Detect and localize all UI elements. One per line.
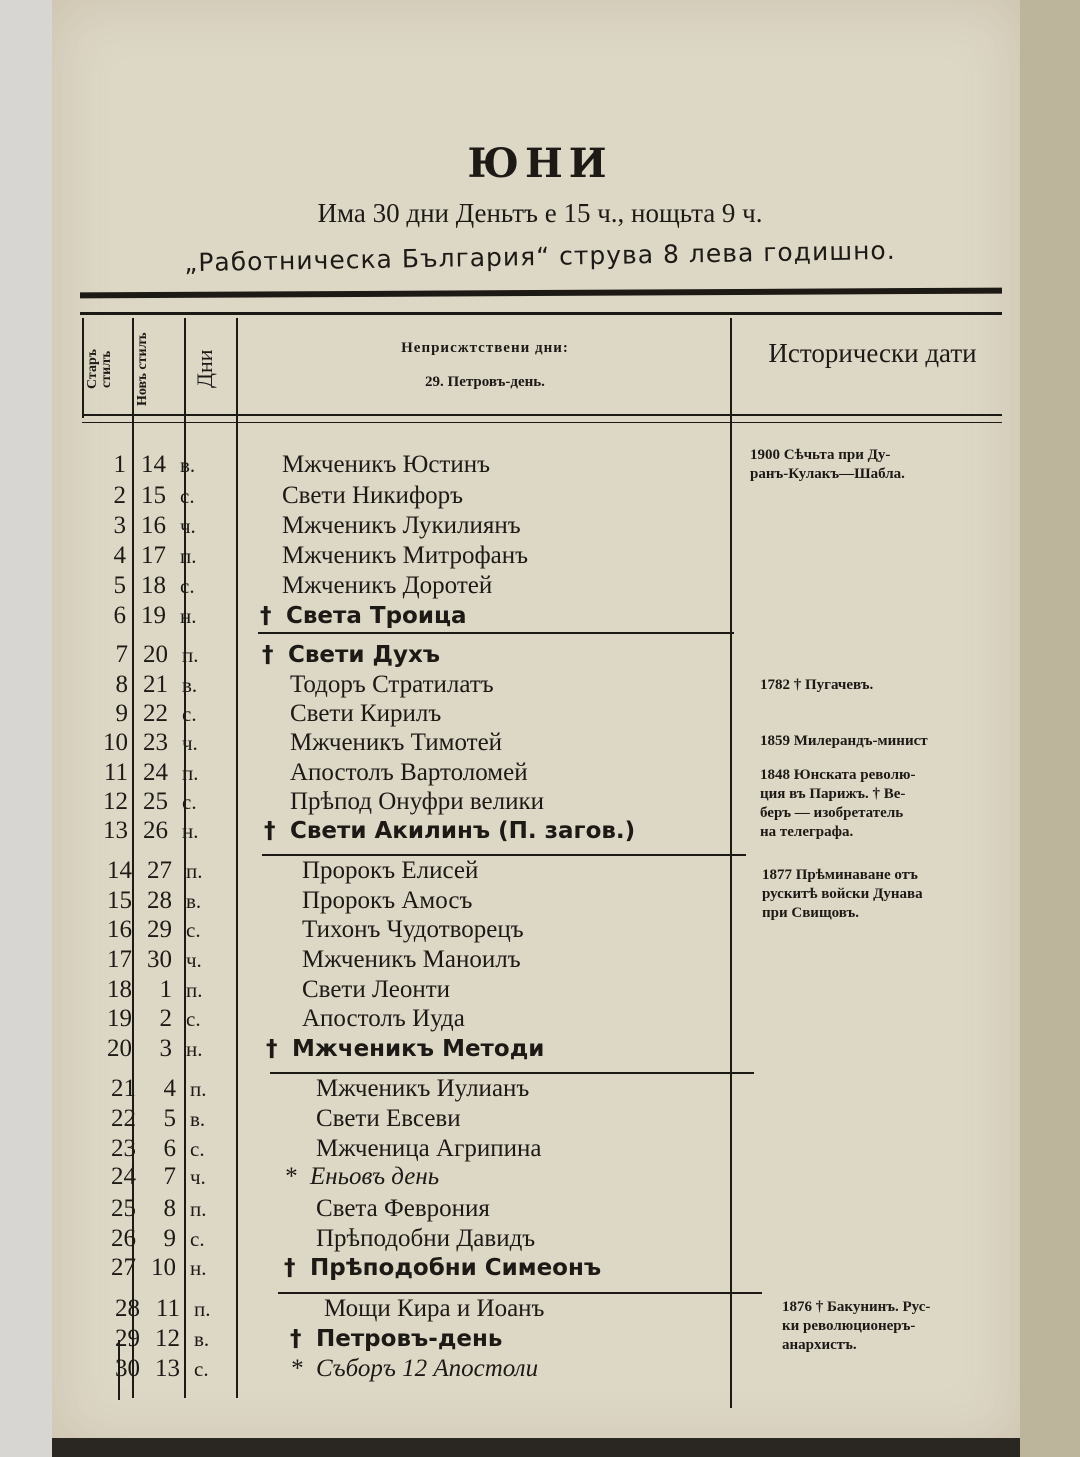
- new-style-date: 8: [163, 1195, 176, 1222]
- old-style-date: 7: [115, 641, 128, 668]
- new-style-date: 9: [163, 1225, 176, 1252]
- old-style-date: 17: [107, 946, 132, 973]
- col-old-style: Старъ стилъ: [85, 349, 114, 389]
- weekday: с.: [190, 1227, 205, 1251]
- old-style-date: 30: [115, 1355, 140, 1382]
- historical-line: ки революционеръ-: [782, 1318, 916, 1334]
- cross-icon: †: [266, 1036, 278, 1062]
- new-style-date: 20: [143, 641, 168, 668]
- calendar-row: [86, 601, 746, 631]
- new-style-date: 27: [147, 857, 172, 884]
- saint-name: [260, 601, 467, 631]
- saint-name-text: Тихонъ Чудотворецъ: [302, 916, 524, 943]
- new-style-date: 18: [141, 572, 166, 599]
- historical-line: беръ — изобретатель: [760, 805, 904, 821]
- saint-name-text: Свети Никифоръ: [282, 482, 464, 509]
- old-style-date: 16: [107, 916, 132, 943]
- saint-name-text: Петровъ-день: [316, 1326, 503, 1352]
- calendar-row: [92, 1004, 752, 1034]
- unholidays-title: Неприсжтствени дни:: [401, 340, 569, 356]
- unholidays-item: 29. Петровъ-день.: [425, 374, 545, 390]
- cross-icon: †: [264, 818, 276, 844]
- new-style-date: 23: [143, 729, 168, 756]
- saint-name-text: Апостолъ Иуда: [302, 1005, 465, 1032]
- weekday: н.: [182, 819, 199, 843]
- saint-name-text: Мжченица Агрипина: [316, 1135, 542, 1162]
- saint-name: [290, 1324, 502, 1354]
- new-style-date: 24: [143, 759, 168, 786]
- cross-icon: †: [284, 1255, 296, 1281]
- old-style-date: 26: [111, 1225, 136, 1252]
- saint-name: [316, 1104, 461, 1134]
- weekday: в.: [190, 1107, 206, 1131]
- historical-entry: [760, 732, 928, 751]
- calendar-row: [88, 787, 748, 817]
- calendar-row: [88, 699, 748, 729]
- saint-name: [290, 758, 528, 788]
- saint-name: [302, 915, 524, 945]
- saint-name: [302, 856, 478, 886]
- saint-name: [302, 945, 521, 975]
- saint-name-text: Свети Евсеви: [316, 1105, 461, 1132]
- saint-name-text: Мжченикъ Иулианъ: [316, 1075, 530, 1102]
- saint-name: [316, 1224, 535, 1254]
- calendar-row: [92, 886, 752, 916]
- old-style-date: 1: [113, 451, 126, 478]
- scan-bottom-edge: [52, 1438, 1020, 1457]
- saint-name-text: Света Троица: [286, 603, 467, 629]
- saint-name: [290, 670, 494, 700]
- header-bottom-rule-2: [82, 422, 1002, 423]
- saint-name: [290, 699, 441, 729]
- calendar-row: [86, 571, 746, 601]
- asterisk-icon: *: [284, 1163, 297, 1190]
- calendar-row: [100, 1354, 760, 1384]
- saint-name: [290, 1354, 538, 1384]
- saint-name: [266, 1034, 544, 1064]
- calendar-row: [92, 975, 752, 1005]
- new-style-date: 1: [159, 976, 172, 1003]
- saint-name: [316, 1194, 490, 1224]
- historical-line: анархистъ.: [782, 1337, 857, 1353]
- saint-name: [302, 886, 472, 916]
- weekday: п.: [186, 978, 203, 1002]
- month-title: ЮНИ: [467, 140, 613, 187]
- saint-name: [290, 728, 502, 758]
- old-style-date: 5: [113, 572, 126, 599]
- new-style-date: 5: [163, 1105, 176, 1132]
- new-style-date: 4: [163, 1075, 176, 1102]
- old-style-date: 28: [115, 1295, 140, 1322]
- calendar-row: [88, 670, 748, 700]
- weekday: п.: [182, 761, 199, 785]
- weekday: п.: [182, 643, 199, 667]
- weekday: с.: [182, 790, 197, 814]
- weekday: н.: [190, 1256, 207, 1280]
- historical-entry: [762, 866, 923, 923]
- weekday: н.: [180, 604, 197, 628]
- new-style-date: 12: [155, 1325, 180, 1352]
- historical-line: ция въ Парижъ. † Ве-: [760, 786, 906, 802]
- old-style-date: 15: [107, 887, 132, 914]
- historical-dates-title: Исторически дати: [768, 338, 977, 368]
- old-style-date: 11: [103, 759, 128, 786]
- saint-name: [302, 1004, 465, 1034]
- old-style-date: 12: [103, 788, 128, 815]
- weekday: в.: [186, 889, 202, 913]
- asterisk-icon: *: [290, 1355, 303, 1382]
- saint-name-text: Прѣподобни Давидъ: [316, 1225, 536, 1252]
- top-rule-thin: [80, 312, 1002, 315]
- weekday: с.: [186, 1007, 201, 1031]
- historical-line: 1782 † Пугачевъ.: [760, 677, 874, 693]
- calendar-row: [100, 1324, 760, 1354]
- saint-name: [290, 787, 544, 817]
- week-divider: [258, 632, 734, 634]
- calendar-row: [86, 450, 746, 480]
- new-style-date: 10: [151, 1254, 176, 1281]
- calendar-row: [88, 816, 748, 846]
- saint-name: [284, 1253, 601, 1283]
- saint-name-text: Свети Леонти: [302, 976, 451, 1003]
- calendar-row: [86, 541, 746, 571]
- weekday: с.: [190, 1137, 205, 1161]
- historical-entry: [760, 766, 915, 842]
- new-style-date: 29: [147, 916, 172, 943]
- old-style-date: 19: [107, 1005, 132, 1032]
- saint-name: [282, 571, 492, 601]
- new-style-date: 26: [143, 817, 168, 844]
- saint-name-text: Мжченикъ Митрофанъ: [282, 542, 529, 569]
- saint-name-text: Пророкъ Амосъ: [302, 887, 473, 914]
- weekday: ч.: [180, 514, 196, 538]
- saint-name-text: Еньовъ день: [310, 1163, 440, 1190]
- calendar-row: [86, 481, 746, 511]
- weekday: ч.: [182, 731, 198, 755]
- saint-name-text: Мжченикъ Маноилъ: [302, 946, 521, 973]
- cross-icon: †: [290, 1326, 302, 1352]
- old-style-date: 10: [103, 729, 128, 756]
- old-style-date: 8: [115, 671, 128, 698]
- saint-name-text: Апостолъ Вартоломей: [290, 759, 528, 786]
- old-style-date: 23: [111, 1135, 136, 1162]
- old-style-date: 25: [111, 1195, 136, 1222]
- new-style-date: 15: [141, 482, 166, 509]
- saint-name-text: Мжченикъ Тимотей: [290, 729, 503, 756]
- historical-line: 1848 Юнската револю-: [760, 767, 916, 783]
- calendar-row: [96, 1194, 756, 1224]
- new-style-date: 22: [143, 700, 168, 727]
- col-new-style: Новъ стилъ: [135, 332, 150, 406]
- saint-name-text: Мжченикъ Юстинъ: [282, 451, 491, 478]
- new-style-date: 19: [141, 602, 166, 629]
- calendar-row: [92, 945, 752, 975]
- header-bottom-rule: [82, 414, 1002, 416]
- calendar-row: [88, 640, 748, 670]
- saint-name: [282, 481, 463, 511]
- saint-name-text: Свети Акилинъ (П. загов.): [290, 818, 636, 844]
- historical-entry: [782, 1298, 930, 1355]
- weekday: п.: [190, 1077, 207, 1101]
- calendar-row: [92, 915, 752, 945]
- weekday: в.: [182, 673, 198, 697]
- saint-name: [282, 541, 528, 571]
- newspaper-note: „Работническа България“ струва 8 лева годишно.: [184, 235, 896, 278]
- calendar-row: [96, 1104, 756, 1134]
- new-style-date: 6: [163, 1135, 176, 1162]
- saint-name: [316, 1134, 541, 1164]
- old-style-date: 13: [103, 817, 128, 844]
- historical-line: ранъ-Кулакъ—Шабла.: [750, 466, 905, 482]
- calendar-row: [96, 1224, 756, 1254]
- weekday: п.: [194, 1297, 211, 1321]
- saint-name-text: Пророкъ Елисей: [302, 857, 479, 884]
- saint-name-text: Мжченикъ Лукилиянъ: [282, 512, 521, 539]
- cross-icon: †: [262, 642, 274, 668]
- calendar-row: [100, 1294, 760, 1324]
- old-style-date: 3: [113, 512, 126, 539]
- calendar-row: [88, 728, 748, 758]
- historical-line: на телеграфа.: [760, 824, 854, 840]
- col-line-left: [82, 318, 84, 418]
- weekday: с.: [194, 1357, 209, 1381]
- new-style-date: 16: [141, 512, 166, 539]
- weekday: с.: [182, 702, 197, 726]
- calendar-row: [88, 758, 748, 788]
- historical-line: при Свищовъ.: [762, 905, 859, 921]
- historical-entry: [760, 676, 873, 695]
- old-style-date: 9: [115, 700, 128, 727]
- historical-line: 1876 † Бакунинъ. Рус-: [782, 1299, 931, 1315]
- historical-line: 1877 Прѣминаване отъ: [762, 867, 918, 883]
- weekday: ч.: [186, 948, 202, 972]
- historical-line: рускитѣ войски Дунава: [762, 886, 923, 902]
- saint-name: [282, 450, 490, 480]
- old-style-date: 2: [113, 482, 126, 509]
- saint-name-text: Мощи Кира и Иоанъ: [324, 1295, 545, 1322]
- old-style-date: 6: [113, 602, 126, 629]
- new-style-date: 25: [143, 788, 168, 815]
- new-style-date: 28: [147, 887, 172, 914]
- new-style-date: 11: [155, 1295, 180, 1322]
- calendar-row: [96, 1253, 756, 1283]
- calendar-row: [86, 511, 746, 541]
- historical-line: 1900 Сѣчьта при Ду-: [750, 447, 891, 463]
- saint-name-text: Съборъ 12 Апостоли: [316, 1355, 539, 1382]
- old-style-date: 24: [111, 1163, 136, 1190]
- calendar-row: [96, 1074, 756, 1104]
- saint-name: [302, 975, 450, 1005]
- saint-name: [262, 640, 440, 670]
- weekday: п.: [180, 544, 197, 568]
- calendar-row: [92, 856, 752, 886]
- saint-name: [284, 1162, 439, 1192]
- new-style-date: 30: [147, 946, 172, 973]
- saint-name: [316, 1074, 529, 1104]
- days-info: Има 30 дни Деньтъ е 15 ч., нощьта 9 ч.: [317, 198, 763, 228]
- weekday: в.: [180, 453, 196, 477]
- historical-line: 1859 Милерандъ-минист: [760, 733, 928, 749]
- weekday: с.: [180, 484, 195, 508]
- saint-name-text: Мжченикъ Доротей: [282, 572, 493, 599]
- saint-name-text: Свети Кирилъ: [290, 700, 442, 727]
- new-style-date: 2: [159, 1005, 172, 1032]
- old-style-date: 21: [111, 1075, 136, 1102]
- weekday: ч.: [190, 1165, 206, 1189]
- saint-name: [264, 816, 635, 846]
- old-style-date: 4: [113, 542, 126, 569]
- calendar-row: [96, 1162, 756, 1192]
- saint-name-text: Прѣпод Онуфри велики: [290, 788, 545, 815]
- saint-name: [324, 1294, 544, 1324]
- weekday: в.: [194, 1327, 210, 1351]
- old-style-date: 29: [115, 1325, 140, 1352]
- weekday: п.: [186, 859, 203, 883]
- col-days: Дни: [192, 349, 217, 389]
- weekday: с.: [186, 918, 201, 942]
- weekday: с.: [180, 574, 195, 598]
- new-style-date: 21: [143, 671, 168, 698]
- old-style-date: 22: [111, 1105, 136, 1132]
- old-style-date: 14: [107, 857, 132, 884]
- saint-name: [282, 511, 521, 541]
- saint-name-text: Прѣподобни Симеонъ: [310, 1255, 602, 1281]
- saint-name-text: Свети Духъ: [288, 642, 441, 668]
- new-style-date: 14: [141, 451, 166, 478]
- old-style-date: 27: [111, 1254, 136, 1281]
- weekday: н.: [186, 1037, 203, 1061]
- old-style-date: 20: [107, 1035, 132, 1062]
- historical-entry: [750, 446, 905, 484]
- new-style-date: 13: [155, 1355, 180, 1382]
- new-style-date: 17: [141, 542, 166, 569]
- new-style-date: 7: [163, 1163, 176, 1190]
- new-style-date: 3: [159, 1035, 172, 1062]
- cross-icon: †: [260, 603, 272, 629]
- old-style-date: 18: [107, 976, 132, 1003]
- weekday: п.: [190, 1197, 207, 1221]
- calendar-row: [92, 1034, 752, 1064]
- saint-name-text: Света Феврония: [316, 1195, 490, 1222]
- saint-name-text: Тодоръ Стратилатъ: [290, 671, 494, 698]
- calendar-row: [96, 1134, 756, 1164]
- saint-name-text: Мжченикъ Методи: [292, 1036, 545, 1062]
